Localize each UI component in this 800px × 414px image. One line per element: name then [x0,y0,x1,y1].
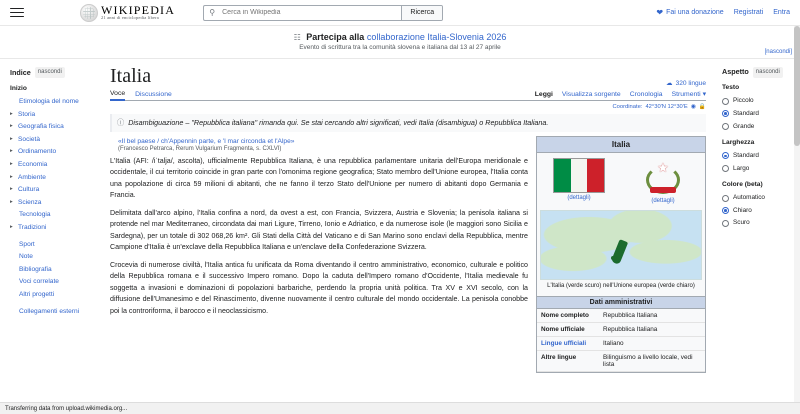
infobox-row [537,351,705,372]
banner-hide-link[interactable]: [nascondi] [764,49,792,55]
banner-link[interactable]: collaborazione Italia-Slovenia 2026 [366,32,507,42]
chevron-right-icon: ▸ [10,198,13,205]
banner-subtext: Evento di scrittura tra la comunità slovena e italiana dal 13 al 27 aprile [299,44,501,51]
locator-map-caption: L'Italia (verde scuro) nell'Unione europea (verde chiaro) [547,283,695,289]
option-label: Scuro [733,219,750,227]
toc-item-altri-progetti[interactable] [10,289,93,302]
appearance-option-text-small[interactable] [722,95,792,108]
toc-item-label: Altri progetti [19,290,55,298]
chevron-right-icon: ▸ [10,135,13,142]
toc-item-etimologia[interactable] [10,96,93,109]
toc-item-label: Sport [19,240,35,248]
coordinates-line[interactable] [110,104,706,110]
tab-visualizza-sorgente[interactable]: Visualizza sorgente [561,90,621,98]
toc-item-cultura[interactable] [10,184,93,197]
radio-icon[interactable] [722,220,729,227]
sitenotice-banner [0,26,800,59]
tab-discussione[interactable]: Discussione [135,91,172,98]
globe-icon [80,4,98,22]
option-label: Piccolo [733,97,754,105]
locator-map-image [540,210,702,280]
donate-label: Fai una donazione [666,9,724,16]
radio-icon[interactable] [722,110,729,117]
toc-item-scienza[interactable] [10,197,93,210]
toc-title: Indice [10,68,31,78]
toc-item-ambiente[interactable] [10,171,93,184]
heart-icon: ❤ [656,8,664,17]
toc-item-collegamenti-esterni[interactable] [10,305,93,318]
toc-item-tecnologia[interactable] [10,209,93,222]
toc-item-label: Bibliografia [19,265,52,273]
appearance-option-width-standard[interactable] [722,150,792,163]
site-header [0,0,800,26]
article-quote [118,138,528,152]
infobox-key[interactable]: Lingue ufficiali [541,340,587,348]
toc-item-label: Inizio [10,85,27,93]
appearance-option-width-wide[interactable] [722,162,792,175]
option-label: Largo [733,164,750,172]
logo-wordmark: WIKIPEDIA [101,2,176,17]
status-text: Transferring data from upload.wikimedia.org... [5,405,128,412]
appearance-option-color-light[interactable] [722,204,792,217]
hamburger-icon[interactable] [10,8,24,18]
toc-item-ordinamento[interactable] [10,146,93,159]
tab-cronologia[interactable]: Cronologia [629,90,663,98]
radio-icon[interactable] [722,98,729,105]
chevron-right-icon: ▸ [10,123,13,130]
toc-item-storia[interactable] [10,108,93,121]
page-title: Italia [110,65,152,87]
option-label: Standard [733,152,759,160]
toc-item-label: Note [19,253,33,261]
infobox-value: Repubblica Italiana [603,312,658,320]
option-label: Grande [733,122,755,130]
status-bar [0,402,800,414]
toc-item-inizio[interactable] [10,83,93,96]
tab-leggi[interactable]: Leggi [534,90,553,98]
infobox-emblem [621,153,705,207]
appearance-option-text-standard[interactable] [722,108,792,121]
appearance-group-text-title: Testo [722,84,740,91]
chevron-right-icon: ▸ [10,148,13,155]
chevron-right-icon: ▸ [10,224,13,231]
chevron-right-icon: ▸ [10,186,13,193]
language-selector[interactable] [666,79,706,87]
appearance-hide-button[interactable]: nascondi [753,67,783,78]
appearance-group-width-title: Larghezza [722,138,755,146]
appearance-title: Aspetto [722,67,749,77]
toc-item-label: Scienza [18,198,42,206]
appearance-option-color-auto[interactable] [722,192,792,205]
chevron-right-icon: ▸ [10,161,13,168]
info-icon: ⓘ [117,118,125,127]
tab-voce[interactable]: Voce [110,90,125,101]
toc-item-bibliografia[interactable] [10,264,93,277]
quote-source: (Francesco Petrarca, Rerum Vulgarium Fragmenta, s. CXLVI) [118,146,282,152]
logo-tagline: 21 anni di enciclopedia libera [101,15,159,21]
toc-item-label: Cultura [18,186,40,194]
option-label: Standard [733,110,759,117]
appearance-option-color-dark[interactable] [722,217,792,230]
infobox-locator-map [537,207,705,296]
toc-item-label: Ordinamento [18,148,57,156]
lock-icon: 🔒 [698,104,706,110]
toc-item-label: Società [18,135,40,143]
paragraph-3: Crocevia di numerose civiltà, l'Italia antica fu unificata da Roma diventando il centro amministrativo, economico, culturale e politico della Repubblica romana e il successivo Impero romano. Dopo la caduta dell'Impero romano d'Occidente, l'Italia medievale fu soggetta a invasioni e dominazioni di popolazioni barbariche, perdendo la propria unità politica. Tra XV e XVI secolo, con la diffusione dell'Umanesimo e del Rinascimento, divenne nuovamente il centro culturale del mondo occidentale. La penisola conobbe poi la controriforma, il barocco e il neoclassicismo. [110,260,528,315]
toc-hide-button[interactable]: nascondi [35,67,65,78]
toc-item-label: Voci correlate [19,278,59,286]
article-tabs [110,90,706,101]
globe-small-icon: ◉ [690,104,696,110]
coordinates-value: 42°30′N 12°30′E [645,104,688,110]
radio-icon[interactable] [722,165,729,172]
infobox-value[interactable]: Bilinguismo a livello locale, vedi lista [603,354,693,369]
infobox-key: Nome ufficiale [541,326,585,334]
toc-item-label: Storia [18,110,36,118]
coordinates-label: Coordinate: [612,104,643,110]
search-box[interactable] [203,5,443,21]
toc-item-label: Geografia fisica [18,123,64,131]
banner-text-pre: Partecipa alla [306,32,367,42]
toc-item-societa[interactable] [10,134,93,147]
paragraph-2: Delimitata dall'arco alpino, l'Italia confina a nord, da ovest a est, con Francia, Svizzera, Austria e Slovenia; la penisola italiana si protende nel mar Mediterraneo, circondata dai mari Ligure, Tirreno, Ionio e Adriatico, e da numerose isole (le maggiori sono Sicilia e Sardegna), per un totale di 302 068,26 km². Gli Stati della Città del Vaticano e di San Marino sono enclavi della Repubblica, mentre Campione d'Italia è un'exclave della Repubblica Italiana e un'enclave della Confederazione Svizzera. [110,208,528,252]
infobox-flag [537,153,621,207]
infobox-row [537,337,705,351]
chevron-right-icon: ▸ [10,173,13,180]
infobox-row [537,323,705,337]
toc-item-label: Tradizioni [18,224,47,232]
login-link[interactable]: Entra [773,9,790,16]
option-label: Chiaro [733,206,752,214]
infobox-row [537,309,705,323]
emblem-caption[interactable]: (dettagli) [651,198,675,204]
toc-item-label: Collegamenti esterni [19,307,80,315]
infobox [536,136,706,373]
register-link[interactable]: Registrati [733,9,764,16]
appearance-panel [716,59,800,409]
paragraph-1: L'Italia (AFI: /iˈtalja/, ascolta), ufficialmente Repubblica Italiana, è una repubblica parlamentare unitaria dell'Europa meridionale e occidentale, il cui territorio coincide in gran parte con l'omonima regione geografica; Stato membro dell'Unione europea, l'Italia conta una popolazione di circa 59 milioni di abitanti, che ne fanno il terzo Stato dell'Unione per numero di abitanti dopo Germania e Francia. [110,157,528,200]
wikipedia-logo[interactable] [80,4,175,22]
infobox-key: Altre lingue [541,354,577,362]
toc-item-note[interactable] [10,251,93,264]
toc-item-voci-correlate[interactable] [10,276,93,289]
toc-item-geografia-fisica[interactable] [10,121,93,134]
quote-text: «Il bel paese / ch'Appennin parte, e 'l mar circonda et l'Alpe» [118,138,295,145]
option-label: Automatico [733,194,765,202]
toc-item-label: Tecnologia [19,211,51,219]
language-count: 320 lingue [675,79,706,87]
table-of-contents [0,59,100,409]
search-button[interactable]: Ricerca [401,6,442,20]
infobox-value: Repubblica Italiana [603,326,658,334]
chevron-right-icon: ▸ [10,110,13,117]
calendar-icon: ☷ [293,33,301,42]
toc-item-sport[interactable] [10,238,93,251]
hatnote-text: Disambiguazione – "Repubblica italiana" rimanda qui. Se stai cercando altri significati, vedi Italia (disambigua) o Repubblica Italiana. [128,118,549,127]
article-main [100,59,716,409]
toc-item-economia[interactable] [10,159,93,172]
radio-icon[interactable] [722,152,729,159]
toc-item-label: Economia [18,161,48,169]
toc-item-label: Ambiente [18,173,46,181]
tab-strumenti-label: Strumenti [671,91,701,98]
radio-icon[interactable] [722,207,729,214]
flag-caption[interactable]: (dettagli) [567,195,591,201]
radio-icon[interactable] [722,123,729,130]
italy-emblem-icon: ★ [644,158,682,196]
italy-flag-icon [553,158,605,193]
donate-link[interactable] [656,8,723,17]
infobox-section-admin: Dati amministrativi [537,296,705,309]
chevron-down-icon: ▾ [702,91,706,98]
infobox-key: Nome completo [541,312,589,320]
search-icon: ⚲ [209,8,216,17]
tab-strumenti[interactable] [672,90,706,98]
infobox-title: Italia [537,137,705,153]
toc-item-tradizioni[interactable] [10,222,93,235]
toc-item-label: Etimologia del nome [19,98,79,106]
hatnote-disambiguation [110,114,706,132]
translate-icon: ☁ [665,80,673,87]
appearance-group-color-title: Colore (beta) [722,180,763,188]
radio-icon[interactable] [722,195,729,202]
search-input[interactable] [220,6,401,20]
appearance-option-text-large[interactable] [722,120,792,133]
page-scrollbar[interactable] [794,26,800,402]
infobox-value[interactable]: Italiano [603,340,624,348]
